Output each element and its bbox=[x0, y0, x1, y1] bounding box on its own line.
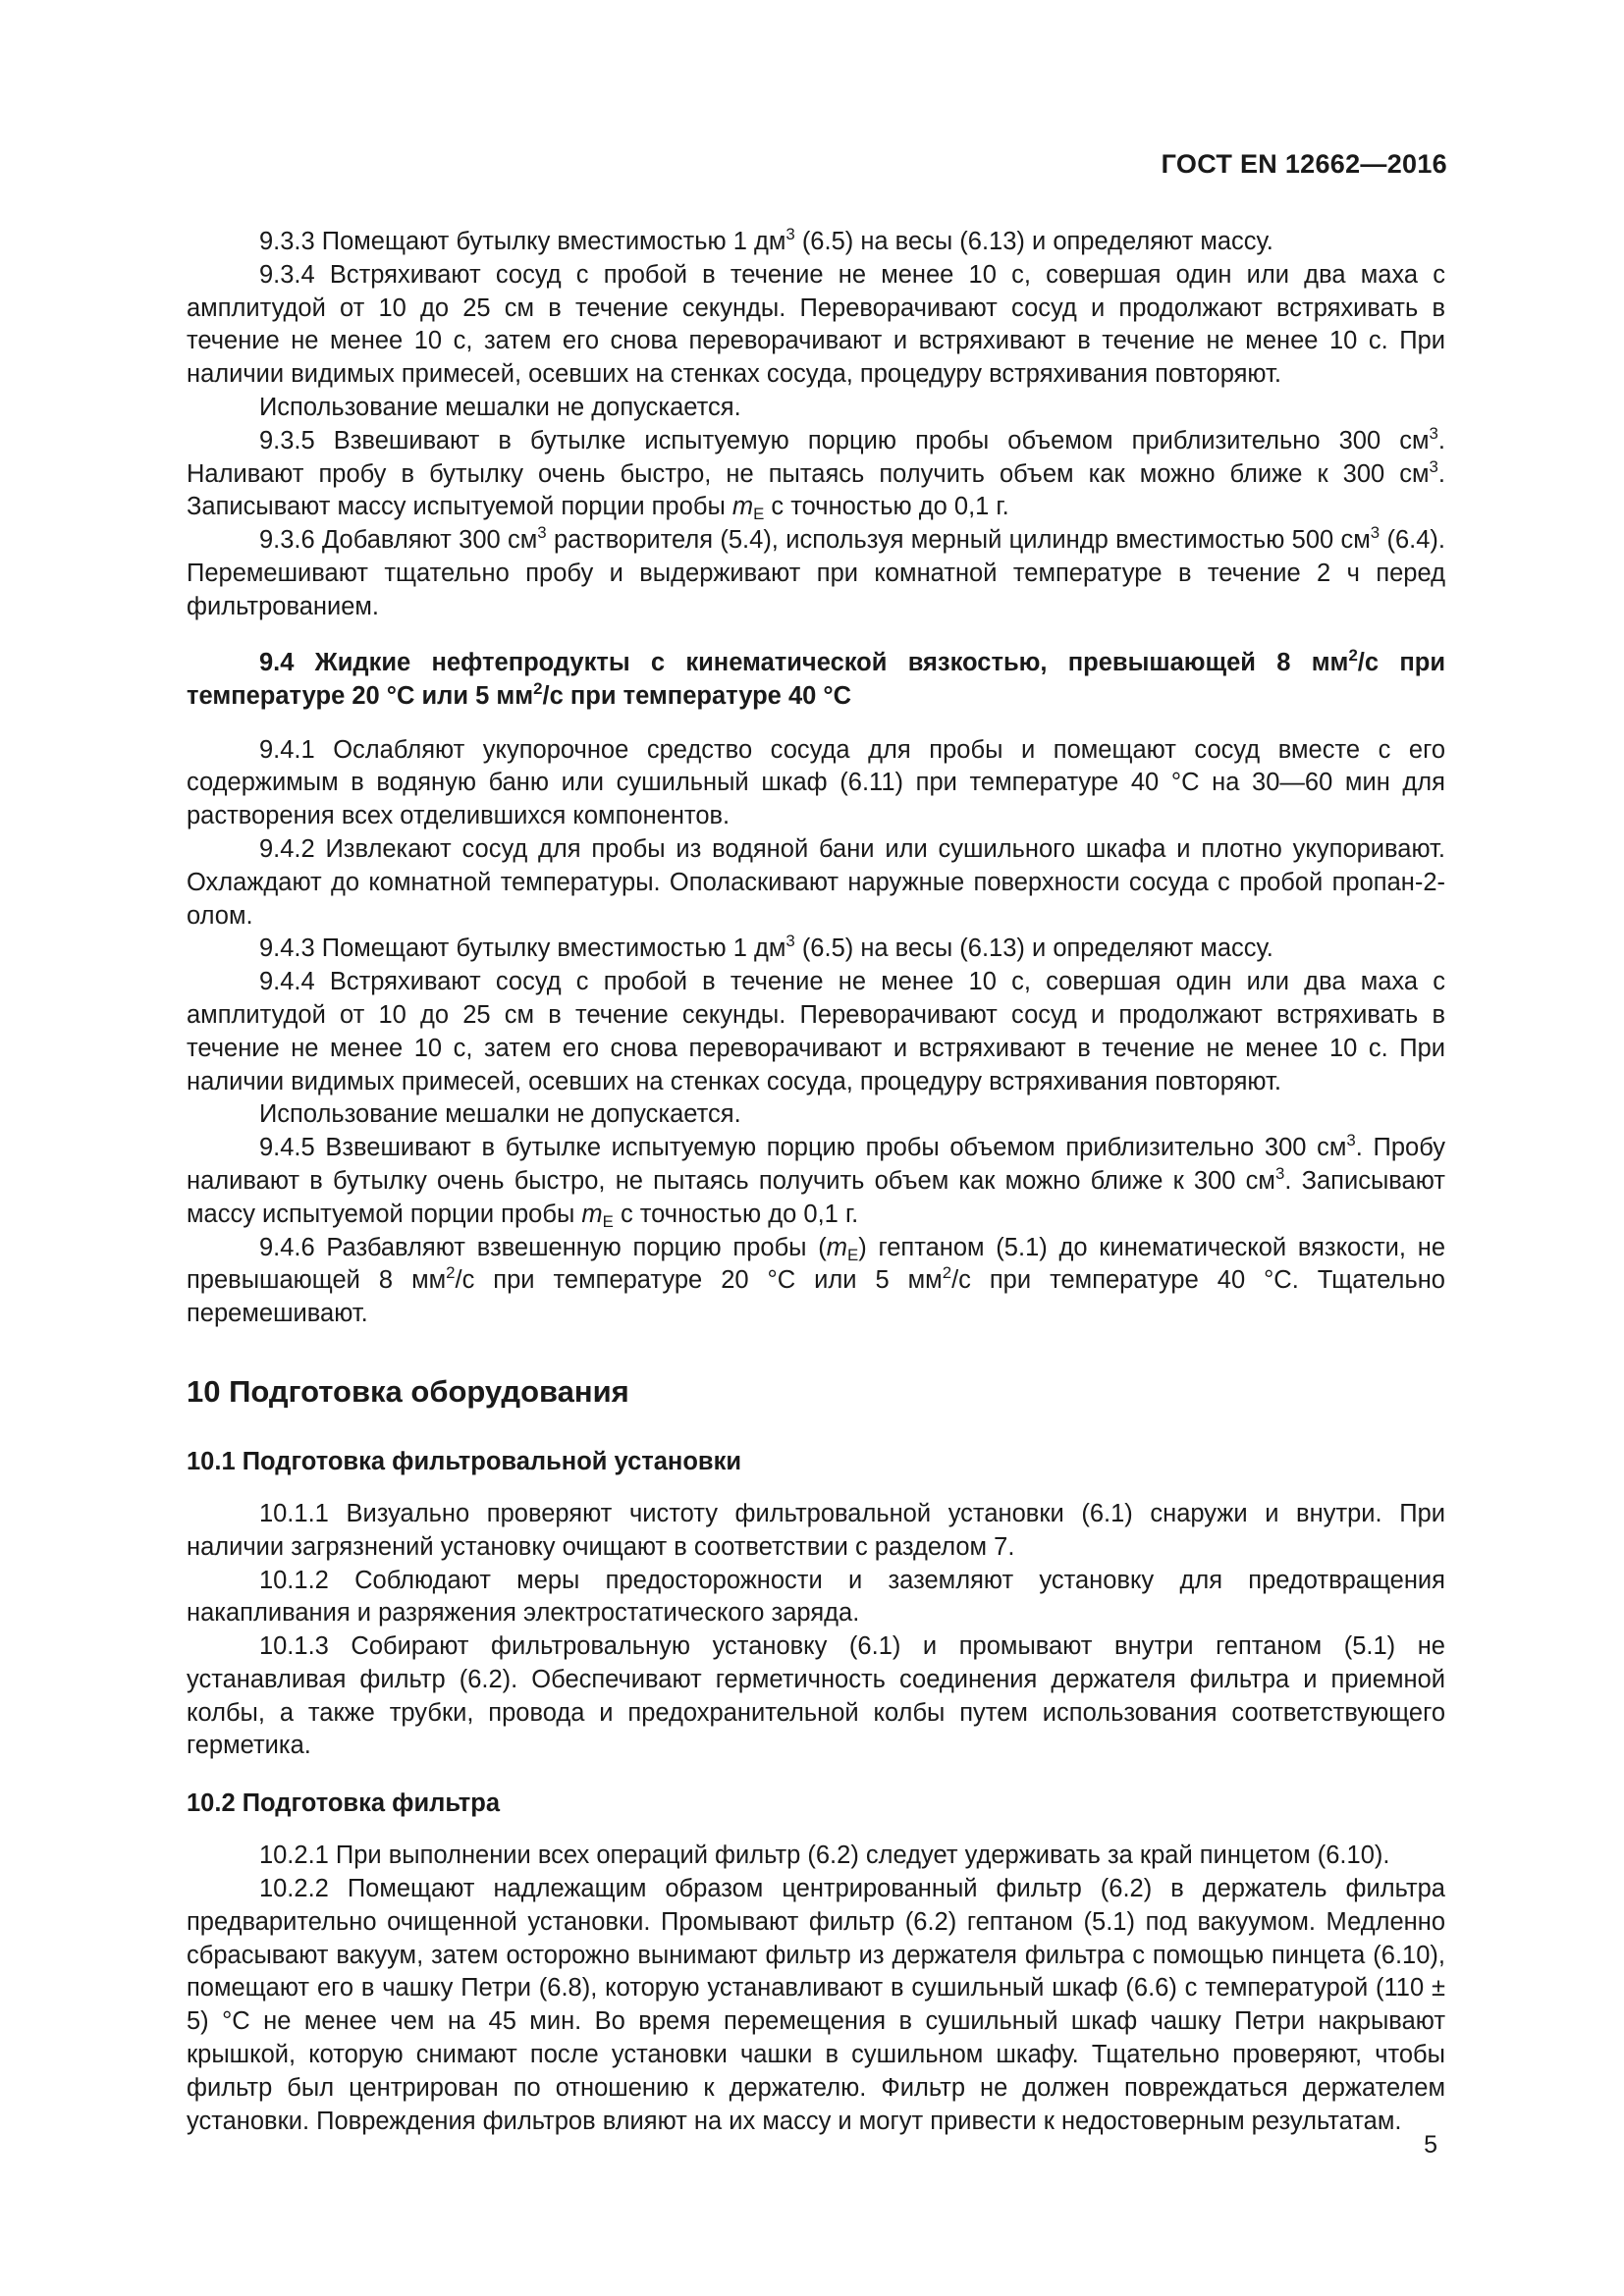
paragraph-9-4-4: 9.4.4 Встряхивают сосуд с пробой в течение не менее 10 с, совершая один или два маха с амплитудой от 10 до 25 см в течение секунды. Переворачивают сосуд и продолжают встряхивать в течение не менее 10 с, затем его снова переворачивают и встряхивают в течение не менее 10 с. При наличии видимых примесей, осевших на стенках сосуда, процедуру встряхивания повторяют. bbox=[187, 968, 1445, 1095]
paragraph-9-4-5: 9.4.5 Взвешивают в бутылке испытуемую порцию пробы объемом приблизительно 300 $см^3$. Пробу наливают в бутылку очень быстро, не пытаясь получить объем как можно ближе к 300 $см^3$. Записывают массу испытуемой порции пробы $m_E$ с точностью до 0,1 г. bbox=[187, 1131, 1445, 1231]
paragraph-9-3-4: 9.3.4 Встряхивают сосуд с пробой в течение не менее 10 с, совершая один или два маха с амплитудой от 10 до 25 см в течение секунды. Переворачивают сосуд и продолжают встряхивать в течение не менее 10 с, затем его снова переворачивают и встряхивают в течение не менее 10 с. При наличии видимых примесей, осевших на стенках сосуда, процедуру встряхивания повторяют. bbox=[187, 260, 1445, 389]
section-heading-10-2: 10.2 Подготовка фильтра bbox=[187, 1789, 500, 1818]
section-heading-10: 10 Подготовка оборудования bbox=[187, 1373, 629, 1409]
paragraph-9-3-6: 9.3.6 Добавляют 300 $см^3$ растворителя (5.4), используя мерный цилиндр вместимостью 500 $см^3$ (6.4). Перемешивают тщательно пробу и выдерживают при комнатной температуре в течение 2 ч перед фильтрованием. bbox=[187, 523, 1445, 620]
paragraph-9-4-1: 9.4.1 Ослабляют укупорочное средство сосуда для пробы и помещают сосуд вместе с его содержимым в водяную баню или сушильный шкаф (6.11) при температуре 40 °С на 30—60 мин для растворения всех отделившихся компонентов. bbox=[187, 735, 1445, 830]
section-heading-9-4: 9.4 Жидкие нефтепродукты с кинематической вязкостью, превышающей 8 $мм^2/с$ при температуре 20 °С или 5 $мм^2/с$ при температуре 40 °С bbox=[187, 645, 1445, 710]
page-number: 5 bbox=[1424, 2131, 1437, 2159]
section-heading-10-1: 10.1 Подготовка фильтровальной установки bbox=[187, 1447, 742, 1475]
paragraph-9-4-4-note: Использование мешалки не допускается. bbox=[258, 1100, 741, 1129]
paragraph-10-2-2: 10.2.2 Помещают надлежащим образом центрированный фильтр (6.2) в держатель фильтра предварительно очищенной установки. Промывают фильтр (6.2) гептаном (5.1) под вакуумом. Медленно сбрасывают вакуум, затем осторожно вынимают фильтр из держателя фильтра с помощью пинцета (6.10), помещают его в чашку Петри (6.8), которую устанавливают в сушильный шкаф (6.6) с температурой (110 ± 5) °С не менее чем на 45 мин. Во время перемещения в сушильный шкаф чашку Петри накрывают крышкой, которую снимают после установки чашки в сушильном шкафу. Тщательно проверяют, чтобы фильтр был центрирован по отношению к держателю. Фильтр не должен повреждаться держателем установки. Повреждения фильтров влияют на их массу и могут привести к недостоверным результатам. bbox=[187, 1875, 1445, 2135]
paragraph-9-3-4-note: Использование мешалки не допускается. bbox=[258, 393, 741, 421]
paragraph-9-3-5: 9.3.5 Взвешивают в бутылке испытуемую порцию пробы объемом приблизительно 300 $см^3$. Наливают пробу в бутылку очень быстро, не пытаясь получить объем как можно ближе к 300 $см^3$. Записывают массу испытуемой порции пробы $m_E$ с точностью до 0,1 г. bbox=[187, 423, 1445, 524]
paragraph-10-2-1: 10.2.1 При выполнении всех операций фильтр (6.2) следует удерживать за край пинцетом (6.10). bbox=[258, 1842, 1390, 1870]
document-id-header: ГОСТ EN 12662—2016 bbox=[1161, 149, 1447, 179]
paragraph-9-4-3: 9.4.3 Помещают бутылку вместимостью 1 $дм^3$ (6.5) на весы (6.13) и определяют массу. bbox=[258, 932, 1273, 963]
document-body bbox=[187, 226, 1445, 2138]
paragraph-10-1-2: 10.1.2 Соблюдают меры предосторожности и заземляют установку для предотвращения накапливания и разряжения электростатического заряда. bbox=[187, 1566, 1445, 1628]
paragraph-9-4-6: 9.4.6 Разбавляют взвешенную порцию пробы $(m_E)$ гептаном (5.1) до кинематической вязкости, не превышающей 8 $мм^2/с$ при температуре 20 °С или 5 $мм^2/с$ при температуре 40 °С. Тщательно перемешивают. bbox=[187, 1233, 1446, 1328]
paragraph-10-1-1: 10.1.1 Визуально проверяют чистоту фильтровальной установки (6.1) снаружи и внутри. При наличии загрязнений установку очищают в соответствии с разделом 7. bbox=[187, 1499, 1445, 1561]
paragraph-9-3-3: 9.3.3 Помещают бутылку вместимостью 1 $дм^3$ (6.5) на весы (6.13) и определяют массу. bbox=[258, 224, 1273, 255]
paragraph-9-4-2: 9.4.2 Извлекают сосуд для пробы из водяной бани или сушильного шкафа и плотно укупоривают. Охлаждают до комнатной температуры. Ополаскивают наружные поверхности сосуда с пробой пропан-2-олом. bbox=[187, 834, 1445, 930]
paragraph-10-1-3: 10.1.3 Собирают фильтровальную установку (6.1) и промывают внутри гептаном (5.1) не устанавливая фильтр (6.2). Обеспечивают герметичность соединения держателя фильтра и приемной колбы, а также трубки, провода и предохранительной колбы путем использования соответствующего герметика. bbox=[187, 1632, 1445, 1760]
